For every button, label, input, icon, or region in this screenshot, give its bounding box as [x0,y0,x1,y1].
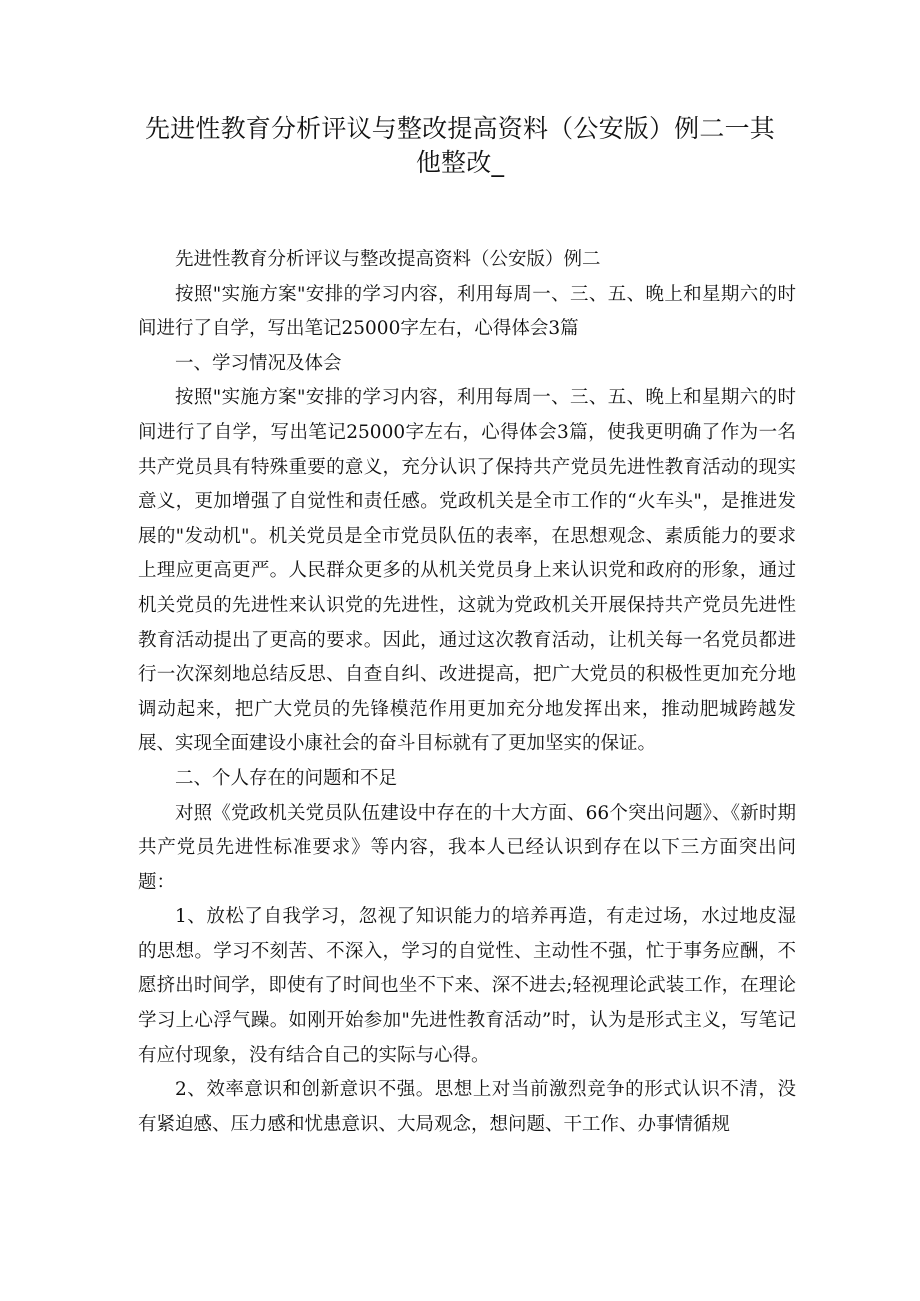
document-title-line-1: 先进性教育分析评议与整改提高资料（公安版）例二一其 [144,114,775,143]
paragraph-problems-intro: 对照《党政机关党员队伍建设中存在的十大方面、66个突出问题》、《新时期共产党员先进性标准要求》等内容，我本人已经认识到存在以下三方面突出问题： [138,802,796,893]
paragraph-problem-2: 2、效率意识和创新意识不强。思想上对当前激烈竞争的形式认识不清，没有紧迫感、压力感和忧患意识、大局观念，想问题、干工作、办事情循规 [138,1079,796,1135]
paragraph-study-experience: 按照"实施方案"安排的学习内容，利用每周一、三、五、晚上和星期六的时间进行了自学，写出笔记25000字左右，心得体会3篇，使我更明确了作为一名共产党员具有特殊重要的意义，充分认识了保持共产党员先进性教育活动的现实意义，更加增强了自觉性和责任感。党政机关是全市工作的“火车头"，是推进发展的"发动机"。机关党员是全市党员队伍的表率，在思想观念、素质能力的要求上理应更高更严。人民群众更多的从机关党员身上来认识党和政府的形象，通过机关党员的先进性来认识党的先进性，这就为党政机关开展保持共产党员先进性教育活动提出了更高的要求。因此，通过这次教育活动，让机关每一名党员都进行一次深刻地总结反思、自查自纠、改进提高，把广大党员的积极性更加充分地调动起来，把广大党员的先锋模范作用更加充分地发挥出来，推动肥城跨越发展、实现全面建设小康社会的奋斗目标就有了更加坚实的保证。 [138,387,796,755]
document-title [120,112,800,180]
document-title-line-2: 他整改_ [415,148,505,177]
section-heading-1: 一、学习情况及体会 [175,352,342,374]
paragraph-problem-1: 1、放松了自我学习，忽视了知识能力的培养再造，有走过场，水过地皮湿的思想。学习不刻苦、不深入，学习的自觉性、主动性不强，忙于事务应酬，不愿挤出时间学，即使有了时间也坐不下来、深不进去;轻视理论武装工作，在理论学习上心浮气躁。如刚开始参加"先进性教育活动”时，认为是形式主义，写笔记有应付现象，没有结合自己的实际与心得。 [138,906,796,1066]
document-body [138,243,796,1142]
paragraph-subtitle: 先进性教育分析评议与整改提高资料（公安版）例二 [175,249,601,270]
section-heading-2: 二、个人存在的问题和不足 [175,767,398,789]
paragraph-intro: 按照"实施方案"安排的学习内容，利用每周一、三、五、晚上和星期六的时间进行了自学，写出笔记25000字左右，心得体会3篇 [138,283,796,340]
